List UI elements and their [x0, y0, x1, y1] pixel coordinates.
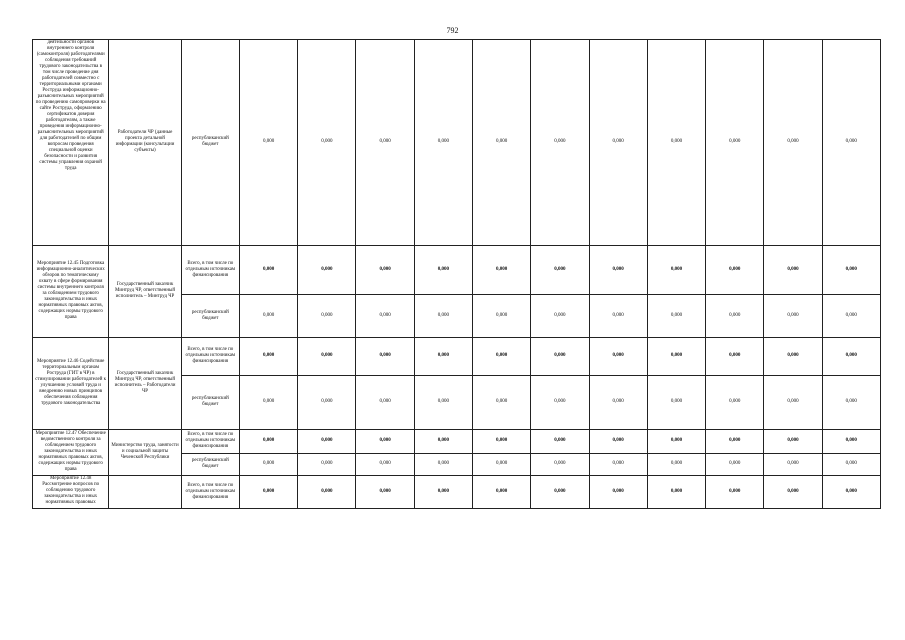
amount-cell: 0,000 — [298, 337, 356, 376]
amount-cell: 0,000 — [473, 376, 531, 430]
table-row — [33, 245, 881, 294]
amount-cell: 0,000 — [706, 475, 764, 508]
amount-cell: 0,000 — [531, 337, 589, 376]
amount-cell: 0,000 — [531, 453, 589, 475]
amount-cell: 0,000 — [764, 376, 822, 430]
amount-cell: 0,000 — [589, 376, 647, 430]
amount-cell: 0,000 — [822, 429, 880, 453]
amount-cell: 0,000 — [414, 245, 472, 294]
amount-cell: 0,000 — [706, 245, 764, 294]
funding-source-cell: Всего, в том числе по отдельным источникам финансирования — [181, 245, 239, 294]
amount-cell: 0,000 — [764, 245, 822, 294]
amount-cell: 0,000 — [764, 453, 822, 475]
amount-cell: 0,000 — [589, 429, 647, 453]
event-name-cell: Мероприятие 12.45 Подготовка информационно-аналитических обзоров по тематическому охвату в сфере формирования системы внутреннего контроля за соблюдением трудового законодательства и иных нормативных правовых актов, содержащих нормы трудового права — [33, 245, 109, 337]
executor-cell — [109, 475, 181, 508]
amount-cell: 0,000 — [531, 40, 589, 246]
page-number: 792 — [446, 26, 459, 35]
amount-cell: 0,000 — [414, 429, 472, 453]
executor-cell: Работодатели ЧР (данные проекта детальной информации (консультации субъекты) — [109, 40, 181, 246]
amount-cell: 0,000 — [356, 429, 414, 453]
amount-cell: 0,000 — [822, 475, 880, 508]
amount-cell: 0,000 — [531, 376, 589, 430]
amount-cell: 0,000 — [764, 337, 822, 376]
amount-cell: 0,000 — [414, 337, 472, 376]
funding-source-cell: Всего, в том числе по отдельным источникам финансирования — [181, 475, 239, 508]
amount-cell: 0,000 — [298, 40, 356, 246]
funding-source-cell: республиканский бюджет — [181, 40, 239, 246]
amount-cell: 0,000 — [239, 475, 297, 508]
amount-cell: 0,000 — [414, 475, 472, 508]
table-row — [33, 429, 881, 453]
executor-cell: Государственный заказчик Минтруд ЧР, ответственный исполнитель – Работодатели ЧР — [109, 337, 181, 429]
amount-cell: 0,000 — [822, 40, 880, 246]
amount-cell: 0,000 — [356, 475, 414, 508]
amount-cell: 0,000 — [239, 337, 297, 376]
amount-cell: 0,000 — [647, 453, 705, 475]
amount-cell: 0,000 — [239, 294, 297, 337]
budget-table — [32, 39, 881, 509]
amount-cell: 0,000 — [414, 40, 472, 246]
amount-cell: 0,000 — [589, 337, 647, 376]
amount-cell: 0,000 — [822, 337, 880, 376]
event-name-cell: Мероприятие 12.47 Обеспечение ведомственного контроля за соблюдением трудового законодательства и иных нормативных правовых актов, содержащих нормы трудового права — [33, 429, 109, 475]
table-row — [33, 40, 881, 246]
amount-cell: 0,000 — [414, 376, 472, 430]
amount-cell: 0,000 — [531, 429, 589, 453]
amount-cell: 0,000 — [764, 475, 822, 508]
amount-cell: 0,000 — [822, 453, 880, 475]
amount-cell: 0,000 — [706, 453, 764, 475]
amount-cell: 0,000 — [298, 475, 356, 508]
amount-cell: 0,000 — [647, 245, 705, 294]
amount-cell: 0,000 — [647, 376, 705, 430]
amount-cell: 0,000 — [706, 429, 764, 453]
executor-cell: Министерство труда, занятости и социальной защиты Чеченской Республики — [109, 429, 181, 475]
amount-cell: 0,000 — [414, 294, 472, 337]
amount-cell: 0,000 — [589, 294, 647, 337]
amount-cell: 0,000 — [356, 294, 414, 337]
amount-cell: 0,000 — [531, 294, 589, 337]
table-row — [33, 337, 881, 376]
amount-cell: 0,000 — [239, 40, 297, 246]
amount-cell: 0,000 — [356, 40, 414, 246]
amount-cell: 0,000 — [822, 376, 880, 430]
amount-cell: 0,000 — [473, 475, 531, 508]
amount-cell: 0,000 — [706, 40, 764, 246]
event-name-cell: Мероприятие 12.46 Содействие территориальным органам Роструда (ГИТ в ЧР) в стимулировании работодателей к улучшению условий труда и внедрению новых принципов обеспечения соблюдения трудового законодательства — [33, 337, 109, 429]
funding-source-cell: республиканский бюджет — [181, 453, 239, 475]
amount-cell: 0,000 — [298, 376, 356, 430]
amount-cell: 0,000 — [647, 337, 705, 376]
amount-cell: 0,000 — [239, 453, 297, 475]
amount-cell: 0,000 — [589, 475, 647, 508]
amount-cell: 0,000 — [647, 475, 705, 508]
amount-cell: 0,000 — [298, 245, 356, 294]
amount-cell: 0,000 — [473, 337, 531, 376]
funding-source-cell: Всего, в том числе по отдельным источникам финансирования — [181, 429, 239, 453]
amount-cell: 0,000 — [298, 429, 356, 453]
funding-source-cell: республиканский бюджет — [181, 294, 239, 337]
amount-cell: 0,000 — [647, 294, 705, 337]
amount-cell: 0,000 — [764, 40, 822, 246]
amount-cell: 0,000 — [764, 429, 822, 453]
table-row — [33, 475, 881, 508]
amount-cell: 0,000 — [764, 294, 822, 337]
amount-cell: 0,000 — [531, 475, 589, 508]
amount-cell: 0,000 — [822, 245, 880, 294]
amount-cell: 0,000 — [298, 294, 356, 337]
amount-cell: 0,000 — [298, 453, 356, 475]
amount-cell: 0,000 — [356, 376, 414, 430]
event-name-cell: деятельности органов внутреннего контроля (самоконтроля) работодателями соблюдения требований трудового законодательства в том числе проведение дня работодателей совместно с территориальными органами Роструда информационно-разъяснительных мероприятий по проведению самопроверки на сайте Роструда, оформлению сертификатов доверия работодателям, а также проведения информационно-разъяснительных мероприятий для работодателей по общим вопросам проведения специальной оценки безопасности и развития системы управления охраной труда — [33, 40, 109, 246]
amount-cell: 0,000 — [706, 376, 764, 430]
amount-cell: 0,000 — [531, 245, 589, 294]
funding-source-cell: Всего, в том числе по отдельным источникам финансирования — [181, 337, 239, 376]
amount-cell: 0,000 — [706, 294, 764, 337]
amount-cell: 0,000 — [473, 429, 531, 453]
amount-cell: 0,000 — [356, 245, 414, 294]
amount-cell: 0,000 — [706, 337, 764, 376]
executor-cell: Государственный заказчик Минтруд ЧР, ответственный исполнитель – Минтруд ЧР — [109, 245, 181, 337]
amount-cell: 0,000 — [239, 376, 297, 430]
amount-cell: 0,000 — [822, 294, 880, 337]
event-name-cell: Мероприятие 12.48 Рассмотрение вопросов по соблюдению трудового законодательства и иных нормативных правовых — [33, 475, 109, 508]
amount-cell: 0,000 — [647, 429, 705, 453]
amount-cell: 0,000 — [589, 453, 647, 475]
amount-cell: 0,000 — [473, 40, 531, 246]
amount-cell: 0,000 — [356, 453, 414, 475]
amount-cell: 0,000 — [589, 245, 647, 294]
amount-cell: 0,000 — [589, 40, 647, 246]
amount-cell: 0,000 — [239, 245, 297, 294]
amount-cell: 0,000 — [356, 337, 414, 376]
amount-cell: 0,000 — [473, 245, 531, 294]
amount-cell: 0,000 — [414, 453, 472, 475]
funding-source-cell: республиканский бюджет — [181, 376, 239, 430]
amount-cell: 0,000 — [647, 40, 705, 246]
amount-cell: 0,000 — [473, 294, 531, 337]
amount-cell: 0,000 — [473, 453, 531, 475]
amount-cell: 0,000 — [239, 429, 297, 453]
